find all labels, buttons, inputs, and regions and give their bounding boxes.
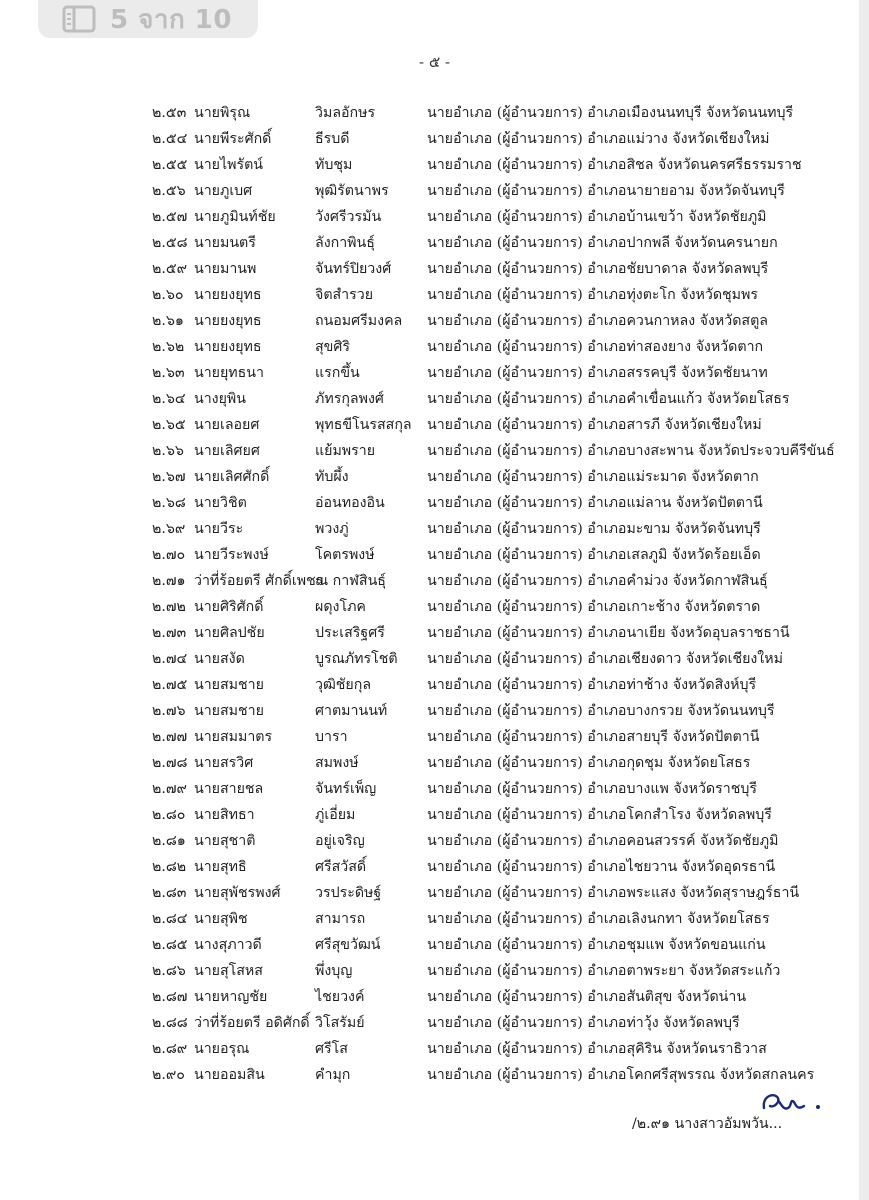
last-name: วิมลอักษร [315,105,376,121]
first-name: นายวีระพงษ์ [194,547,269,563]
position-text: นายอำเภอ (ผู้อำนวยการ) อำเภอบางกรวย จังหวัดนนทบุรี [427,703,775,719]
position-text: นายอำเภอ (ผู้อำนวยการ) อำเภอนาเยีย จังหวัดอุบลราชธานี [427,625,790,641]
position-text: นายอำเภอ (ผู้อำนวยการ) อำเภอสายบุรี จังหวัดปัตตานี [427,729,760,745]
position-text: นายอำเภอ (ผู้อำนวยการ) อำเภอเมืองนนทบุรี จังหวัดนนทบุรี [427,105,794,121]
last-name: วุฒิชัยกุล [315,677,372,693]
continuation-note: /๒.๙๑ นางสาวอัมพวัน... [632,1116,783,1132]
item-number: ๒.๖๖ [152,443,184,459]
item-number: ๒.๗๘ [152,755,188,771]
first-name: นายไพรัตน์ [194,157,263,173]
first-name: นายพิรุณ [194,105,251,121]
first-name: นายศิริศักดิ์ [194,599,264,615]
item-number: ๒.๘๒ [152,859,187,875]
last-name: ทับชุม [315,157,353,173]
position-text: นายอำเภอ (ผู้อำนวยการ) อำเภอบ้านเขว้า จังหวัดชัยภูมิ [427,209,767,225]
item-number: ๒.๗๑ [152,573,186,589]
item-number: ๒.๖๓ [152,365,185,381]
last-name: จันทร์ปิยวงศ์ [315,261,392,277]
list-item [152,204,832,230]
list-item [152,1010,832,1036]
last-name: ภัทรกุลพงศ์ [315,391,384,407]
list-item [152,984,832,1010]
last-name: ทับผึ้ง [315,469,349,485]
position-text: นายอำเภอ (ผู้อำนวยการ) อำเภอคำเขื่อนแก้ว จังหวัดยโสธร [427,391,790,407]
list-item [152,776,832,802]
position-text: นายอำเภอ (ผู้อำนวยการ) อำเภอท่าสองยาง จังหวัดตาก [427,339,764,355]
first-name: นายสุชาติ [194,833,256,849]
position-text: นายอำเภอ (ผู้อำนวยการ) อำเภอสารภี จังหวัดเชียงใหม่ [427,417,762,433]
item-number: ๒.๗๕ [152,677,188,693]
list-item [152,178,832,204]
first-name: นายเลิศศักดิ์ [194,469,270,485]
item-number: ๒.๘๗ [152,989,188,1005]
list-item [152,516,832,542]
first-name: นายสุพิช [194,911,248,927]
item-number: ๒.๖๔ [152,391,186,407]
list-item [152,958,832,984]
position-text: นายอำเภอ (ผู้อำนวยการ) อำเภอสรรคบุรี จังหวัดชัยนาท [427,365,768,381]
last-name: พุฒิรัตนาพร [315,183,389,199]
list-item [152,282,832,308]
first-name: นายหาญชัย [194,989,268,1005]
list-item [152,646,832,672]
item-number: ๒.๕๙ [152,261,187,277]
list-item [152,100,832,126]
item-number: ๒.๕๖ [152,183,186,199]
position-text: นายอำเภอ (ผู้อำนวยการ) อำเภอพระแสง จังหวัดสุราษฎร์ธานี [427,885,800,901]
position-text: นายอำเภอ (ผู้อำนวยการ) อำเภอตาพระยา จังหวัดสระแก้ว [427,963,781,979]
page-indicator-badge[interactable] [38,0,258,38]
page-number: - ๕ - [418,53,451,71]
first-name: ว่าที่ร้อยตรี ศักดิ์เพชร [194,573,324,589]
list-item [152,386,832,412]
last-name: ภู่เอี่ยม [315,807,356,823]
first-name: นายวิชิต [194,495,247,511]
list-item [152,412,832,438]
position-text: นายอำเภอ (ผู้อำนวยการ) อำเภอท่าวุ้ง จังหวัดลพบุรี [427,1015,740,1031]
item-number: ๒.๘๔ [152,911,188,927]
last-name: พวงภู่ [315,521,349,537]
last-name: ผดุงโภค [315,599,366,615]
last-name: ศรีสวัสดิ์ [315,859,367,875]
first-name: นายสุทธิ [194,859,247,875]
list-item [152,568,832,594]
item-number: ๒.๘๙ [152,1041,188,1057]
position-text: นายอำเภอ (ผู้อำนวยการ) อำเภอสิชล จังหวัดนครศรีธรรมราช [427,157,802,173]
list-item [152,828,832,854]
item-number: ๒.๙๐ [152,1067,185,1083]
last-name: ศรีสุขวัฒน์ [315,937,381,953]
position-text: นายอำเภอ (ผู้อำนวยการ) อำเภอแม่ระมาด จังหวัดตาก [427,469,759,485]
list-item [152,698,832,724]
first-name: นางยุพิน [194,391,246,407]
item-number: ๒.๘๖ [152,963,186,979]
item-number: ๒.๘๓ [152,885,187,901]
page-indicator-text: 5 จาก 10 [110,4,232,35]
item-number: ๒.๖๒ [152,339,185,355]
position-text: นายอำเภอ (ผู้อำนวยการ) อำเภอเกาะช้าง จังหวัดตราด [427,599,761,615]
last-name: จันทร์เพ็ญ [315,781,377,797]
first-name: นายสมมาตร [194,729,273,745]
item-number: ๒.๖๗ [152,469,186,485]
appointment-list [152,100,835,1088]
item-number: ๒.๗๒ [152,599,186,615]
last-name: สมพงษ์ [315,755,359,771]
last-name: วิโสรัมย์ [315,1015,365,1031]
position-text: นายอำเภอ (ผู้อำนวยการ) อำเภอมะขาม จังหวัดจันทบุรี [427,521,761,537]
list-item [152,724,832,750]
first-name: นางสุภาวดี [194,937,262,953]
position-text: นายอำเภอ (ผู้อำนวยการ) อำเภอแม่วาง จังหวัดเชียงใหม่ [427,131,770,147]
first-name: นายออมสิน [194,1067,265,1083]
list-item [152,334,832,360]
item-number: ๒.๖๐ [152,287,184,303]
list-item [152,542,832,568]
position-text: นายอำเภอ (ผู้อำนวยการ) อำเภอคำม่วง จังหวัดกาฬสินธุ์ [427,573,768,589]
item-number: ๒.๗๖ [152,703,186,719]
item-number: ๒.๘๘ [152,1015,188,1031]
list-item [152,256,832,282]
first-name: นายสงัด [194,651,245,667]
position-text: นายอำเภอ (ผู้อำนวยการ) อำเภอบางสะพาน จังหวัดประจวบคีรีขันธ์ [427,443,835,459]
last-name: วรประดิษฐ์ [315,885,382,901]
last-name: ประเสริฐศรี [315,625,385,641]
position-text: นายอำเภอ (ผู้อำนวยการ) อำเภอโคกสำโรง จังหวัดลพบุรี [427,807,772,823]
first-name: นายมานพ [194,261,257,277]
last-name: ณ กาฬสินธุ์ [315,573,386,589]
list-item [152,126,832,152]
item-number: ๒.๘๕ [152,937,188,953]
position-text: นายอำเภอ (ผู้อำนวยการ) อำเภอโคกศรีสุพรรณ จังหวัดสกลนคร [427,1067,815,1083]
item-number: ๒.๗๔ [152,651,188,667]
first-name: นายยุทธนา [194,365,264,381]
list-item [152,152,832,178]
list-item [152,308,832,334]
list-item [152,360,832,386]
position-text: นายอำเภอ (ผู้อำนวยการ) อำเภอชุมแพ จังหวัดขอนแก่น [427,937,766,953]
position-text: นายอำเภอ (ผู้อำนวยการ) อำเภอทุ่งตะโก จังหวัดชุมพร [427,287,759,303]
last-name: แรกขึ้น [315,365,360,381]
list-item [152,464,832,490]
list-item [152,438,835,464]
position-text: นายอำเภอ (ผู้อำนวยการ) อำเภอนายายอาม จังหวัดจันทบุรี [427,183,785,199]
item-number: ๒.๕๓ [152,105,187,121]
position-text: นายอำเภอ (ผู้อำนวยการ) อำเภอเลิงนกทา จังหวัดยโสธร [427,911,770,927]
document-pages-icon [62,5,96,33]
list-item [152,880,832,906]
list-item [152,750,832,776]
position-text: นายอำเภอ (ผู้อำนวยการ) อำเภอควนกาหลง จังหวัดสตูล [427,313,768,329]
last-name: วังศรีวรมัน [315,209,382,225]
list-item [152,1036,832,1062]
item-number: ๒.๗๐ [152,547,186,563]
position-text: นายอำเภอ (ผู้อำนวยการ) อำเภอสันติสุข จังหวัดน่าน [427,989,747,1005]
list-item [152,230,832,256]
first-name: นายภูมินท์ชัย [194,209,276,225]
position-text: นายอำเภอ (ผู้อำนวยการ) อำเภอไชยวาน จังหวัดอุดรธานี [427,859,776,875]
list-item [152,594,832,620]
first-name: นายสายชล [194,781,264,797]
last-name: ถนอมศรีมงคล [315,313,403,329]
last-name: แย้มพราย [315,443,376,459]
item-number: ๒.๕๗ [152,209,188,225]
position-text: นายอำเภอ (ผู้อำนวยการ) อำเภอปากพลี จังหวัดนครนายก [427,235,778,251]
last-name: ศรีโส [315,1041,348,1057]
first-name: นายภูเบศ [194,183,253,199]
first-name: นายศิลปชัย [194,625,265,641]
first-name: นายเลอยศ [194,417,260,433]
item-number: ๒.๖๙ [152,521,186,537]
list-item [152,1062,832,1088]
last-name: โคตรพงษ์ [315,547,375,563]
first-name: นายสรวิศ [194,755,254,771]
list-item [152,854,832,880]
position-text: นายอำเภอ (ผู้อำนวยการ) อำเภอแม่ลาน จังหวัดปัตตานี [427,495,763,511]
item-number: ๒.๗๙ [152,781,187,797]
first-name: นายยงยุทธ [194,339,262,355]
last-name: ธีรบดี [315,131,350,147]
position-text: นายอำเภอ (ผู้อำนวยการ) อำเภอสุคิริน จังหวัดนราธิวาส [427,1041,767,1057]
first-name: นายสิทธา [194,807,255,823]
list-item [152,802,832,828]
position-text: นายอำเภอ (ผู้อำนวยการ) อำเภอเชียงดาว จังหวัดเชียงใหม่ [427,651,783,667]
last-name: จิตสำรวย [315,287,374,303]
item-number: ๒.๖๘ [152,495,186,511]
first-name: นายเลิศยศ [194,443,260,459]
last-name: ศาตมานนท์ [315,703,388,719]
last-name: บารา [315,729,348,745]
last-name: สุขศิริ [315,339,350,355]
last-name: บูรณภัทรโชติ [315,651,398,667]
first-name: นายยงยุทธ [194,287,262,303]
first-name: ว่าที่ร้อยตรี อดิศักดิ์ [194,1015,310,1031]
first-name: นายมนตรี [194,235,256,251]
item-number: ๒.๕๘ [152,235,188,251]
position-text: นายอำเภอ (ผู้อำนวยการ) อำเภอกุดชุม จังหวัดยโสธร [427,755,751,771]
list-item [152,672,832,698]
first-name: นายสุโสหส [194,963,263,979]
first-name: นายสมชาย [194,703,264,719]
list-item [152,620,832,646]
item-number: ๒.๘๑ [152,833,186,849]
first-name: นายพีระศักดิ์ [194,131,272,147]
item-number: ๒.๘๐ [152,807,186,823]
item-number: ๒.๗๗ [152,729,188,745]
last-name: ไชยวงค์ [315,989,365,1005]
last-name: พึ่งบุญ [315,963,353,979]
first-name: นายวีระ [194,521,244,537]
item-number: ๒.๕๔ [152,131,188,147]
list-item [152,906,832,932]
position-text: นายอำเภอ (ผู้อำนวยการ) อำเภอเสลภูมิ จังหวัดร้อยเอ็ด [427,547,761,563]
last-name: อยู่เจริญ [315,833,365,849]
item-number: ๒.๖๑ [152,313,184,329]
position-text: นายอำเภอ (ผู้อำนวยการ) อำเภอคอนสวรรค์ จังหวัดชัยภูมิ [427,833,779,849]
position-text: นายอำเภอ (ผู้อำนวยการ) อำเภอบางแพ จังหวัดราชบุรี [427,781,757,797]
last-name: สามารถ [315,911,366,927]
first-name: นายอรุณ [194,1041,250,1057]
last-name: พุทธขีโนรสสกุล [315,417,412,433]
position-text: นายอำเภอ (ผู้อำนวยการ) อำเภอชัยบาดาล จังหวัดลพบุรี [427,261,769,277]
item-number: ๒.๖๕ [152,417,186,433]
position-text: นายอำเภอ (ผู้อำนวยการ) อำเภอท่าช้าง จังหวัดสิงห์บุรี [427,677,757,693]
list-item [152,932,832,958]
item-number: ๒.๗๓ [152,625,187,641]
list-item [152,490,832,516]
last-name: ลังกาพินธุ์ [315,235,375,251]
first-name: นายยงยุทธ [194,313,262,329]
last-name: คำมุก [315,1067,351,1083]
last-name: อ่อนทองอิน [315,495,385,511]
first-name: นายสมชาย [194,677,264,693]
item-number: ๒.๕๕ [152,157,188,173]
first-name: นายสุพัชรพงศ์ [194,885,281,901]
